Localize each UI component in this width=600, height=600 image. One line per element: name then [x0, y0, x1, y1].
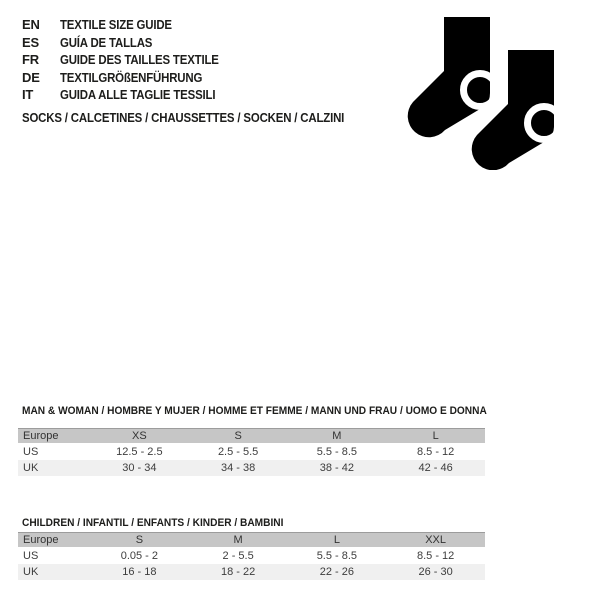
table-row-uk — [18, 460, 485, 476]
column-header: XS — [132, 430, 147, 442]
size-cell: 42 - 46 — [418, 462, 453, 474]
sock-back — [408, 17, 497, 137]
column-header: S — [234, 430, 242, 442]
language-label: GUIDA ALLE TAGLIE TESSILI — [60, 87, 216, 102]
language-code: ES — [22, 34, 39, 50]
language-label: GUIDE DES TAILLES TEXTILE — [60, 52, 219, 67]
language-list — [22, 16, 240, 104]
language-label: TEXTILE SIZE GUIDE — [60, 17, 172, 32]
size-cell: 22 - 26 — [319, 566, 354, 578]
table-row-uk — [18, 564, 485, 580]
size-cell: 2.5 - 5.5 — [217, 446, 259, 458]
language-row-es — [22, 34, 240, 52]
column-header: M — [332, 430, 342, 442]
region-label: UK — [23, 462, 39, 474]
language-label: GUÍA DE TALLAS — [60, 34, 153, 50]
language-row-en — [22, 16, 240, 34]
size-cell: 30 - 34 — [122, 462, 157, 474]
category-title: SOCKS / CALCETINES / CHAUSSETTES / SOCKEN / CALZINI — [22, 110, 345, 125]
table-row-us — [18, 444, 485, 460]
language-code: IT — [22, 87, 34, 102]
socks-icon — [400, 10, 560, 170]
language-code: FR — [22, 52, 39, 67]
language-label: TEXTILGRÖßENFÜHRUNG — [60, 69, 203, 85]
table-header-row — [18, 532, 485, 548]
table-header-row — [18, 428, 485, 444]
size-cell: 12.5 - 2.5 — [116, 446, 163, 458]
column-header: Europe — [23, 534, 59, 546]
language-code: DE — [22, 69, 40, 85]
size-table-adults — [18, 428, 485, 476]
region-label: US — [23, 446, 39, 458]
table-title-children: CHILDREN / INFANTIL / ENFANTS / KINDER / BAMBINI — [22, 517, 284, 529]
size-table-children — [18, 532, 485, 580]
size-cell: 8.5 - 12 — [416, 446, 455, 458]
language-row-fr — [22, 51, 240, 69]
column-header: XXL — [425, 534, 447, 546]
column-header: L — [432, 430, 439, 442]
language-code: EN — [22, 17, 40, 32]
size-cell: 26 - 30 — [418, 566, 453, 578]
region-label: UK — [23, 566, 39, 578]
size-cell: 2 - 5.5 — [222, 550, 254, 562]
language-row-it — [22, 86, 240, 104]
size-cell: 5.5 - 8.5 — [316, 446, 358, 458]
size-cell: 8.5 - 12 — [416, 550, 455, 562]
table-row-us — [18, 548, 485, 564]
column-header: M — [233, 534, 243, 546]
region-label: US — [23, 550, 39, 562]
column-header: L — [333, 534, 340, 546]
size-cell: 0.05 - 2 — [120, 550, 159, 562]
language-row-de — [22, 69, 240, 87]
size-cell: 18 - 22 — [221, 566, 256, 578]
size-cell: 34 - 38 — [221, 462, 256, 474]
size-cell: 5.5 - 8.5 — [316, 550, 358, 562]
size-cell: 16 - 18 — [122, 566, 157, 578]
column-header: S — [135, 534, 144, 546]
table-title-adults: MAN & WOMAN / HOMBRE Y MUJER / HOMME ET FEMME / MANN UND FRAU / UOMO E DONNA — [22, 405, 487, 417]
column-header: Europe — [23, 430, 59, 442]
size-cell: 38 - 42 — [319, 462, 354, 474]
